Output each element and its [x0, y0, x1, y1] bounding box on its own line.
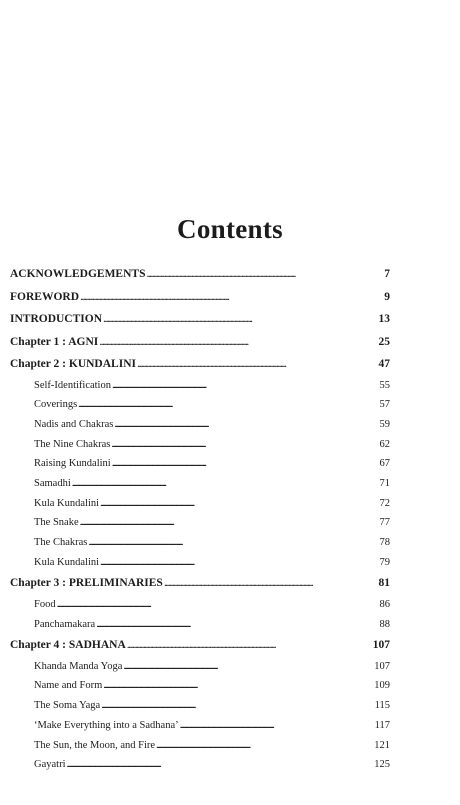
toc-entry-label: Name and Form	[34, 680, 103, 692]
dot-leader	[146, 263, 377, 286]
toc-entry-label: Self-Identification	[34, 379, 111, 391]
toc-entry-label: Gayatri	[34, 759, 66, 771]
toc-page-number: 117	[374, 719, 390, 731]
toc-entry-label: Chapter 4 : SADHANA	[10, 639, 126, 652]
toc-entry-label: Raising Kundalini	[34, 458, 111, 470]
toc-page-number: 7	[384, 268, 390, 280]
toc-section-entry	[10, 657, 390, 677]
toc-page-number: 81	[378, 577, 390, 590]
toc-section-entry	[10, 736, 390, 756]
dot-leader	[88, 533, 377, 553]
toc-chapter-entry	[10, 308, 390, 331]
dot-leader	[103, 676, 373, 696]
toc-page-number: 79	[379, 556, 390, 568]
toc-page-number: 13	[378, 313, 390, 325]
toc-chapter-entry	[10, 572, 390, 595]
toc-entry-label: The Nine Chakras	[34, 438, 111, 450]
toc-entry-label: Khanda Manda Yoga	[34, 660, 123, 672]
dot-leader	[78, 395, 377, 415]
dot-leader	[164, 572, 377, 595]
toc-page-number: 72	[379, 497, 390, 509]
toc-entry-label: Kula Kundalini	[34, 556, 100, 568]
page-title: Contents	[177, 214, 283, 244]
toc-page-number: 125	[374, 759, 390, 771]
toc-section-entry	[10, 716, 390, 736]
toc-section-entry	[10, 415, 390, 435]
dot-leader	[67, 755, 374, 775]
toc-section-entry	[10, 376, 390, 396]
toc-page-number: 59	[379, 418, 390, 430]
toc-chapter-entry	[10, 286, 390, 309]
toc-section-entry	[10, 533, 390, 553]
dot-leader	[180, 716, 374, 736]
toc-page-number: 62	[379, 438, 390, 450]
dot-leader	[112, 376, 377, 396]
toc-entry-label: Samadhi	[34, 477, 71, 489]
toc-entry-label: Chapter 1 : AGNI	[10, 335, 99, 348]
table-of-contents	[10, 263, 390, 775]
toc-page-number: 115	[374, 700, 390, 712]
toc-page-number: 107	[374, 660, 390, 672]
toc-entry-label: The Soma Yaga	[34, 700, 101, 712]
toc-entry-label: The Sun, the Moon, and Fire	[34, 739, 156, 751]
toc-entry-label: The Snake	[34, 517, 79, 529]
toc-chapter-entry	[10, 634, 390, 657]
dot-leader	[57, 595, 377, 615]
toc-section-entry	[10, 454, 390, 474]
toc-page-number: 107	[372, 639, 390, 652]
dot-leader	[96, 615, 377, 635]
dot-leader	[100, 553, 377, 573]
toc-section-entry	[10, 474, 390, 494]
dot-leader	[111, 435, 377, 455]
dot-leader	[80, 513, 377, 533]
dot-leader	[101, 696, 373, 716]
toc-page-number: 57	[379, 399, 390, 411]
toc-page-number: 9	[384, 290, 390, 303]
toc-section-entry	[10, 755, 390, 775]
toc-section-entry	[10, 696, 390, 716]
toc-page-number: 86	[379, 598, 390, 610]
toc-entry-label: Panchamakara	[34, 618, 96, 630]
toc-entry-label: INTRODUCTION	[10, 313, 103, 325]
toc-entry-label: ACKNOWLEDGEMENTS	[10, 268, 146, 280]
dot-leader	[100, 494, 377, 514]
toc-entry-label: Chapter 3 : PRELIMINARIES	[10, 577, 163, 590]
toc-section-entry	[10, 395, 390, 415]
dot-leader	[137, 353, 377, 376]
dot-leader	[112, 454, 377, 474]
toc-page-number: 47	[378, 358, 390, 370]
toc-page-number: 77	[379, 517, 390, 529]
toc-section-entry	[10, 595, 390, 615]
dot-leader	[72, 474, 377, 494]
toc-page-number: 121	[374, 739, 390, 751]
toc-chapter-entry	[10, 263, 390, 286]
toc-page-number: 25	[378, 335, 390, 348]
toc-section-entry	[10, 435, 390, 455]
toc-entry-label: Chapter 2 : KUNDALINI	[10, 358, 136, 370]
toc-entry-label: Coverings	[34, 399, 78, 411]
toc-entry-label: ‘Make Everything into a Sadhana’	[34, 719, 179, 731]
toc-section-entry	[10, 615, 390, 635]
toc-section-entry	[10, 553, 390, 573]
toc-entry-label: The Chakras	[34, 537, 88, 548]
toc-entry-label: Kula Kundalini	[34, 497, 100, 509]
dot-leader	[114, 415, 377, 435]
toc-entry-label: FOREWORD	[10, 290, 79, 303]
toc-page-number: 78	[379, 537, 390, 548]
dot-leader	[127, 634, 372, 657]
toc-page-number: 67	[379, 458, 390, 470]
toc-page-number: 88	[379, 618, 390, 630]
toc-page-number: 71	[379, 477, 390, 489]
dot-leader	[80, 286, 377, 309]
toc-page-number: 55	[379, 379, 390, 391]
dot-leader	[123, 657, 373, 677]
toc-entry-label: Food	[34, 598, 56, 610]
toc-section-entry	[10, 513, 390, 533]
toc-section-entry	[10, 494, 390, 514]
toc-page-number: 109	[374, 680, 390, 692]
toc-section-entry	[10, 676, 390, 696]
dot-leader	[99, 331, 377, 354]
toc-chapter-entry	[10, 353, 390, 376]
dot-leader	[156, 736, 373, 756]
dot-leader	[103, 308, 377, 331]
toc-entry-label: Nadis and Chakras	[34, 418, 114, 430]
toc-chapter-entry	[10, 331, 390, 354]
